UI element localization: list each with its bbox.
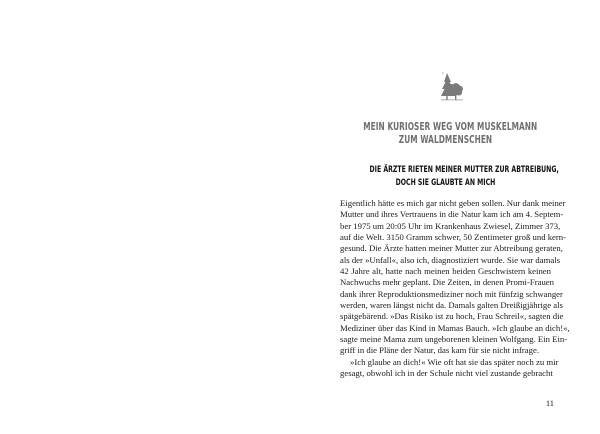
body-line: dank ihrer Reproduktionsmediziner noch mit fünfzig schwanger — [340, 288, 563, 299]
tree-icon — [437, 70, 465, 102]
body-line: gesund. Die Ärzte hatten meiner Mutter zur Abtreibung geraten, — [340, 243, 563, 254]
chapter-title-line-2: ZUM WALDMENSCHEN — [398, 134, 493, 146]
chapter-title-line-1: MEIN KURIOSER WEG VOM MUSKELMANN — [363, 121, 538, 133]
body-line: »Ich glaube an dich!« Wie oft hat sie das später noch zu mir — [350, 356, 559, 367]
body-line: spätgebärend. »Das Risiko ist zu hoch, Frau Schreil«, sagten die — [340, 311, 564, 322]
body-line: werden, waren längst nicht da. Damals galten Dreißigjährige als — [340, 300, 563, 311]
chapter-title — [363, 121, 538, 147]
body-line: ber 1975 um 20:05 Uhr im Krankenhaus Zwiesel, Zimmer 373, — [340, 220, 561, 231]
body-line: Mutter und ihres Vertrauens in die Natur kam ich am 4. Septem- — [340, 209, 564, 220]
body-line: gesagt, obwohl ich in der Schule nicht viel zustande gebracht — [340, 368, 553, 379]
body-line: griff in die Pläne der Natur, das kam für sie nicht infrage. — [340, 345, 539, 356]
body-line: Mediziner über das Kind in Mamas Bauch. »Ich glaube an dich!«, — [340, 322, 570, 333]
right-page — [300, 0, 600, 434]
body-line: Nachwuchs mehr geplant. Die Zeiten, in denen Promi-Frauen — [340, 277, 554, 288]
subheading-line-1: DIE ÄRZTE RIETEN MEINER MUTTER ZUR ABTREIBUNG, — [369, 165, 559, 175]
page-number: 11 — [545, 398, 554, 408]
subheading-line-2: DOCH SIE GLAUBTE AN MICH — [395, 178, 496, 188]
body-line: Eigentlich hätte es mich gar nicht geben sollen. Nur dank meiner — [340, 198, 566, 208]
body-line: als der »Unfall«, also ich, diagnostiziert wurde. Sie war damals — [340, 254, 561, 265]
section-subheading — [369, 164, 559, 190]
body-line: 42 Jahre alt, hatte nach meinen beiden Geschwistern keinen — [340, 266, 551, 277]
body-paragraphs — [340, 198, 570, 380]
body-line: sagte meine Mama zum ungeborenen kleinen Wolfgang. Ein Ein- — [340, 334, 568, 345]
body-line: auf die Welt. 3150 Gramm schwer, 50 Zentimeter groß und kern- — [340, 232, 567, 243]
